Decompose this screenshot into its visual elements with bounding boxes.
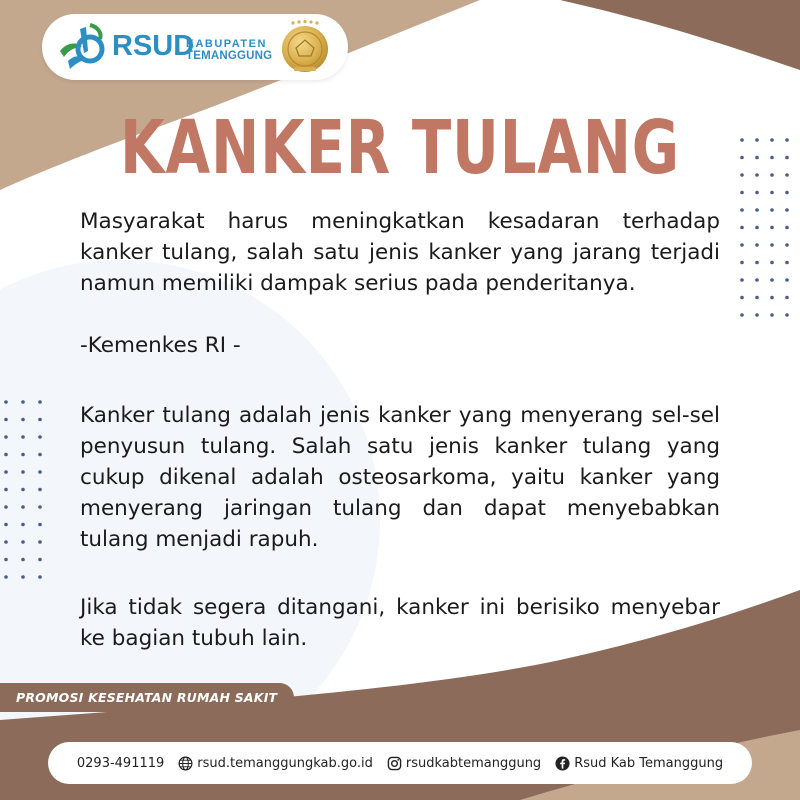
decor-dot [785,261,789,265]
website-text: rsud.temanggungkab.go.id [197,755,373,771]
decor-dot [21,418,25,422]
instagram-text: rsudkabtemanggung [405,755,542,771]
decor-dot [740,296,744,300]
decor-dot [770,278,774,282]
decor-dot [21,453,25,457]
decor-dot [770,208,774,212]
decor-dot [4,400,8,404]
decor-dot [740,138,744,142]
decor-dot [21,540,25,544]
decor-dot [770,156,774,160]
decor-dot [785,138,789,142]
decor-dot [38,453,42,457]
decor-dot [755,173,759,177]
decor-dot [4,505,8,509]
rsud-logo-icon [56,21,110,73]
decor-dot [21,575,25,579]
decor-dot [38,558,42,562]
decor-dot [785,226,789,230]
facebook-text: Rsud Kab Temanggung [574,755,724,771]
decor-dot [740,156,744,160]
promo-banner: PROMOSI KESEHATAN RUMAH SAKIT [0,683,294,712]
decor-dot [740,261,744,265]
decor-dot [785,296,789,300]
decor-dot [755,191,759,195]
decor-dot [38,505,42,509]
decor-dot [4,523,8,527]
decor-dot [38,400,42,404]
instagram-icon [387,756,402,771]
decor-dot [38,488,42,492]
decor-dot [770,243,774,247]
decor-dot [785,278,789,282]
decor-dot [4,488,8,492]
decor-dot [770,296,774,300]
logo-region-line2: TEMANGGUNG [186,50,273,62]
logo-region-line1: KABUPATEN [186,38,267,50]
decor-dot [21,470,25,474]
decor-dot [740,173,744,177]
decor-dot [38,523,42,527]
decor-dot [755,243,759,247]
decor-dot [21,505,25,509]
decor-dot [4,435,8,439]
decor-dot [740,191,744,195]
decor-dot [770,191,774,195]
logo-name: RSUD [112,30,195,62]
footer-instagram[interactable] [387,756,541,771]
paragraph-awareness: Masyarakat harus meningkatkan kesadaran terhadap kanker tulang, salah satu jenis kanker yang jarang terjadi namun memiliki dampak serius pada penderitanya. [80,209,720,296]
decor-dot [770,138,774,142]
decor-dot [785,313,789,317]
decor-dot [755,296,759,300]
decor-dot [38,435,42,439]
phone-text: 0293-491119 [76,755,165,771]
globe-icon [178,756,193,771]
decor-dot [755,226,759,230]
decor-dot [755,208,759,212]
decor-dot [740,278,744,282]
gold-seal-icon [276,18,334,76]
decor-dot [740,208,744,212]
footer-facebook[interactable] [555,756,723,771]
paragraph-warning: Jika tidak segera ditangani, kanker ini berisiko menyebar ke bagian tubuh lain. [80,595,720,651]
decor-dot [785,156,789,160]
decor-dot [4,453,8,457]
decor-dot [755,278,759,282]
decor-dot [21,558,25,562]
decor-dot [38,540,42,544]
paragraph-definition: Kanker tulang adalah jenis kanker yang menyerang sel-sel penyusun tulang. Salah satu jenis kanker tulang yang cukup dikenal adalah osteosarkoma, yaitu kanker yang menyerang jaringan tulang dan dapat menyebabkan tulang menjadi rapuh. [80,403,720,552]
decor-dot [740,243,744,247]
decor-dot [755,138,759,142]
decor-dot [38,418,42,422]
decor-dot [740,226,744,230]
decor-dot [21,488,25,492]
decor-dot [770,226,774,230]
contact-footer [48,742,752,784]
decor-dot [785,173,789,177]
decor-dot [21,435,25,439]
decor-dot [4,540,8,544]
decor-dot [755,156,759,160]
decor-dot [21,400,25,404]
decor-dot [770,313,774,317]
decor-dot [755,261,759,265]
decor-dot [770,261,774,265]
footer-website[interactable] [178,756,373,771]
footer-phone [77,756,164,771]
decor-dot [740,313,744,317]
decor-dot [38,470,42,474]
decor-dot [4,418,8,422]
decor-dot [4,470,8,474]
logo-region [186,38,272,62]
decor-dot [4,575,8,579]
page-title: KANKER TULANG [120,105,680,191]
paragraph-source: -Kemenkes RI - [80,333,241,358]
decor-dot [785,208,789,212]
decor-dot [4,558,8,562]
decor-dot [21,523,25,527]
facebook-icon [555,756,570,771]
decor-dot [785,243,789,247]
decor-dot [38,575,42,579]
dot-grid-left [0,396,52,586]
decor-dot [770,173,774,177]
dot-grid-right [736,134,800,326]
decor-dot [785,191,789,195]
logo-header [42,14,348,80]
decor-dot [755,313,759,317]
